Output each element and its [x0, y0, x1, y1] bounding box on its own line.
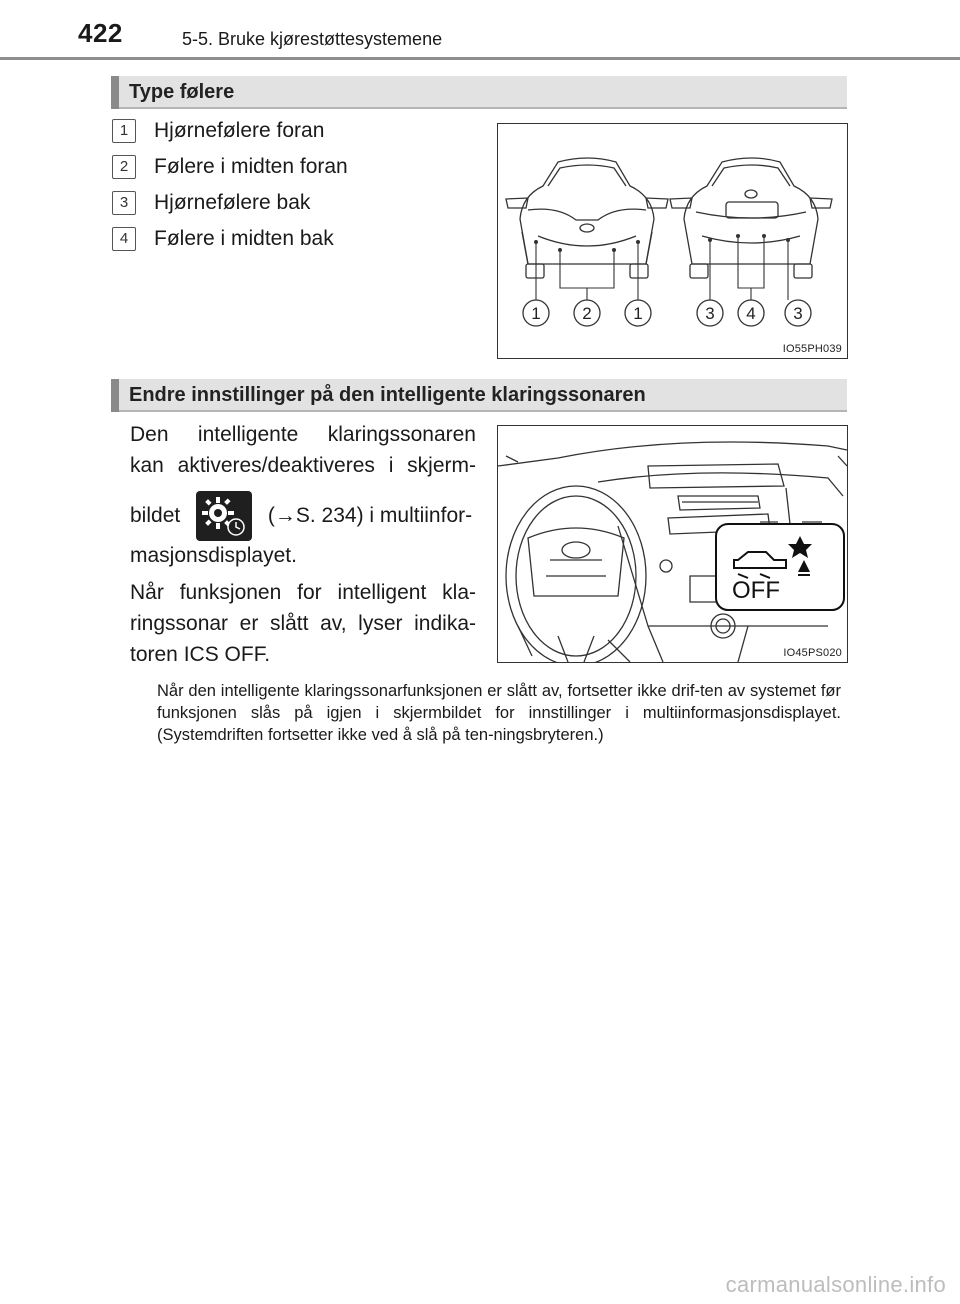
paragraph-text: (→S. 234) i multiinfor-	[267, 504, 473, 527]
list-item	[112, 154, 348, 180]
paragraph-line-with-icon	[130, 490, 476, 542]
number-badge: 2	[112, 155, 136, 179]
callout-1-right: 1	[633, 304, 643, 323]
callout-4: 4	[746, 304, 756, 323]
callout-3-right: 3	[793, 304, 803, 323]
dashboard-figure	[497, 425, 848, 663]
list-item-label: Hjørnefølere bak	[154, 191, 311, 214]
list-item	[112, 190, 310, 216]
number-badge: 4	[112, 227, 136, 251]
callout-1-left: 1	[531, 304, 541, 323]
figure-code: IO45PS020	[783, 647, 842, 659]
paragraph-line: Når funksjonen for intelligent kla-	[130, 581, 476, 604]
sensor-location-figure	[497, 123, 848, 359]
paragraph-line: Den intelligente klaringssonaren	[130, 423, 476, 446]
list-item-label: Følere i midten bak	[154, 227, 334, 250]
list-item	[112, 226, 334, 252]
list-item	[112, 118, 324, 144]
list-item-label: Hjørnefølere foran	[154, 119, 325, 142]
note-text: Når den intelligente klaringssonarfunksjonen er slått av, fortsetter ikke drif-ten av systemet før funksjonen slås på igjen i skjermbildet for innstillinger i multiinformasjonsdisplayet. (Systemdriften fortsetter ikke ved å slå på ten-ningsbryteren.)	[157, 682, 841, 744]
list-item-label: Følere i midten foran	[154, 155, 348, 178]
page-number: 422	[78, 18, 123, 48]
paragraph-line: ringssonar er slått av, lyser indika-	[130, 612, 476, 635]
paragraph-line: masjonsdisplayet.	[130, 544, 297, 567]
header-rule	[0, 57, 960, 60]
watermark: carmanualsonline.info	[725, 1272, 946, 1297]
paragraph-line: kan aktiveres/deaktiveres i skjerm-	[130, 454, 476, 477]
settings-gear-icon	[196, 491, 252, 541]
paragraph-line: toren ICS OFF.	[130, 643, 271, 666]
number-badge: 3	[112, 191, 136, 215]
car-front-rear-illustration	[498, 124, 847, 358]
figure-code: IO55PH039	[782, 343, 842, 355]
ics-off-indicator-label: OFF	[732, 577, 780, 604]
number-badge: 1	[112, 119, 136, 143]
callout-2: 2	[582, 304, 592, 323]
chapter-title: 5-5. Bruke kjørestøttesystemene	[182, 29, 443, 49]
callout-3-left: 3	[705, 304, 715, 323]
paragraph-text: bildet	[130, 504, 181, 527]
section-heading-change-settings: Endre innstillinger på den intelligente klaringssonaren	[111, 379, 847, 412]
dashboard-illustration	[498, 426, 847, 662]
section-heading-sensor-types: Type følere	[111, 76, 847, 109]
